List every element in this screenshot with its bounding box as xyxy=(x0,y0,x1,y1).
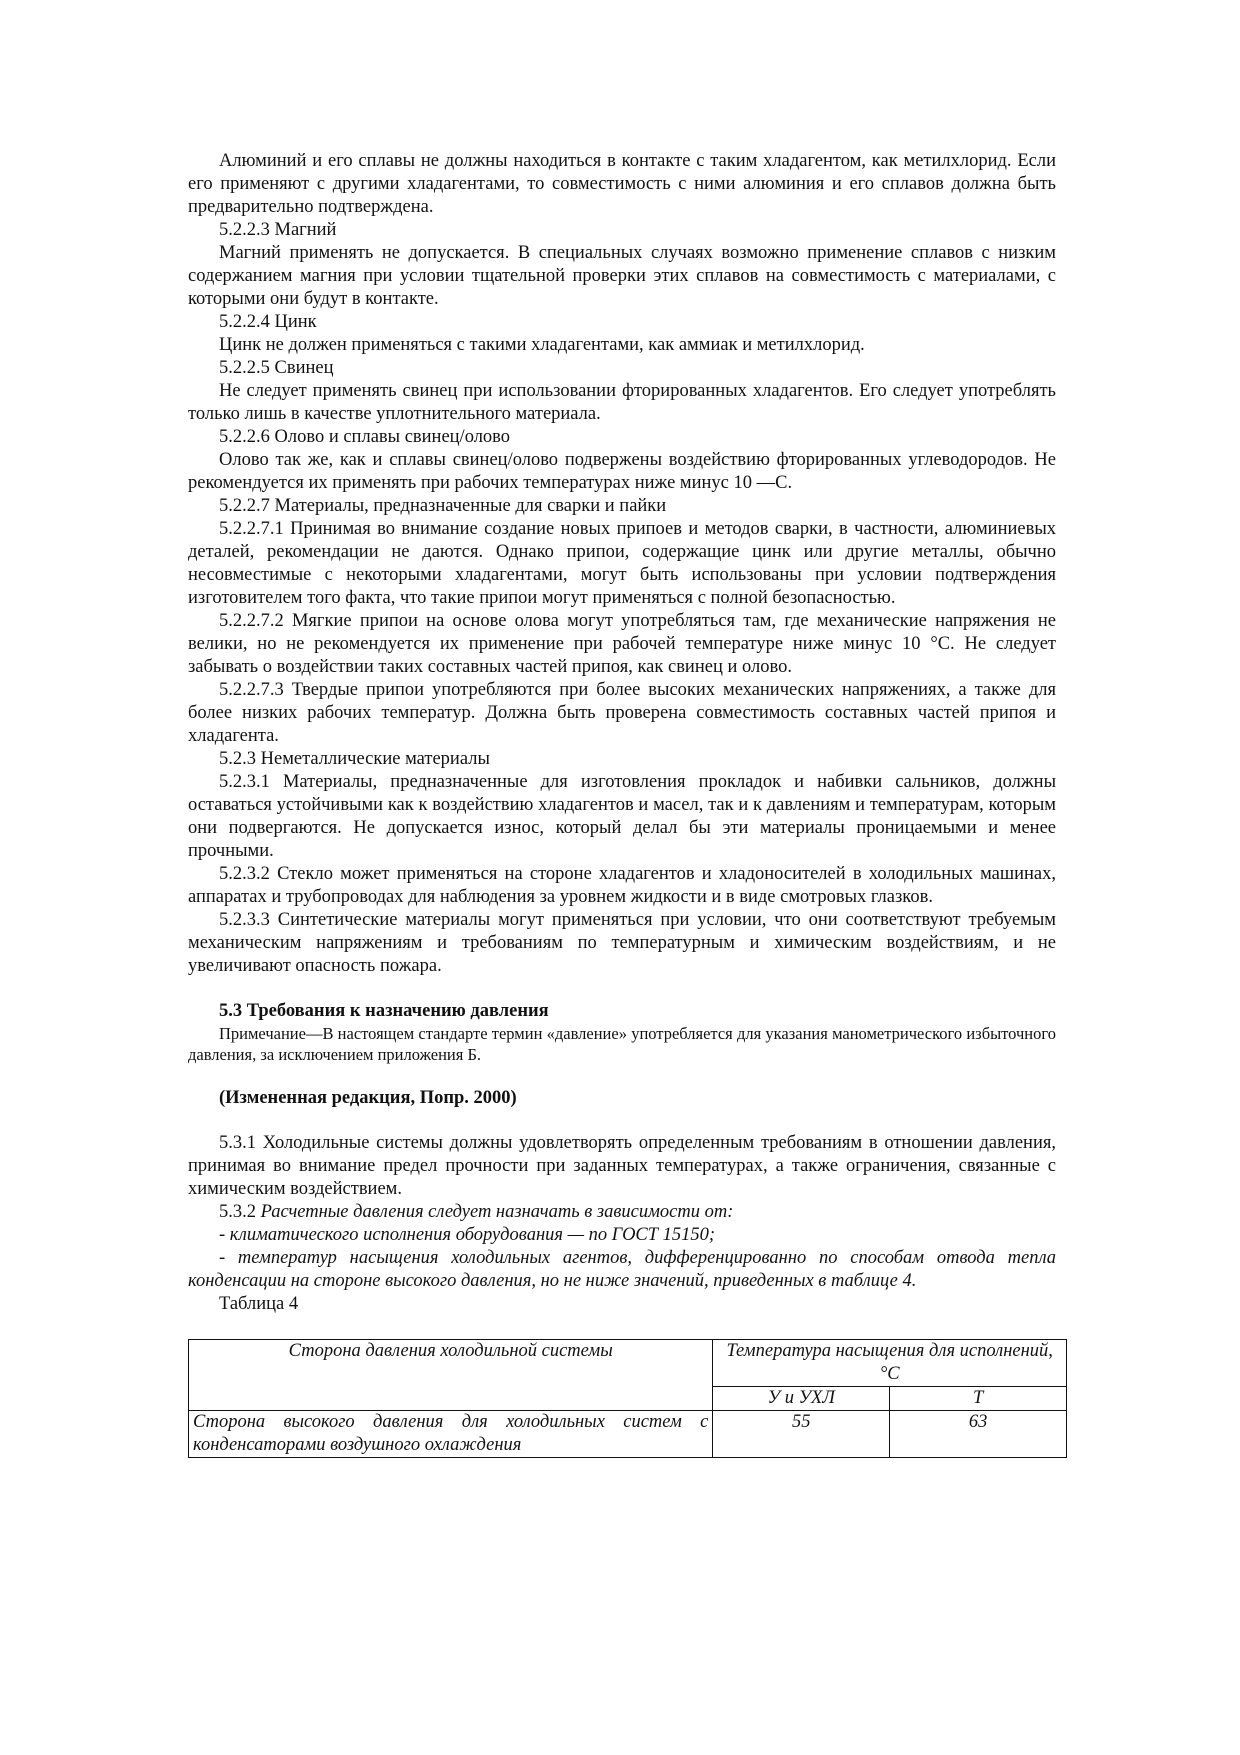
table-subheader-t: Т xyxy=(890,1387,1067,1411)
list-item-saturation: - температур насыщения холодильных агентов, дифференцированно по способам отвода тепла конденсации на стороне высокого давления, но не ниже значений, приведенных в таблице 4. xyxy=(188,1248,1056,1291)
heading-5225: 5.2.2.5 Свинец xyxy=(219,358,334,378)
paragraph-52273: 5.2.2.7.3 Твердые припои употребляются при более высоких механических напряжениях, а также для более низких рабочих температур. Должна быть проверена совместимость составных частей припоя и хладагента. xyxy=(188,680,1056,746)
heading-5224: 5.2.2.4 Цинк xyxy=(219,312,317,332)
document-page xyxy=(188,150,1056,1458)
paragraph-5225: Не следует применять свинец при использовании фторированных хладагентов. Его следует употреблять только лишь в качестве уплотнительного материала. xyxy=(188,381,1056,424)
table-header-side: Сторона давления холодильной системы xyxy=(189,1340,713,1411)
table-cell-u-uhl: 55 xyxy=(713,1411,890,1458)
heading-5223: 5.2.2.3 Магний xyxy=(219,220,337,240)
paragraph-5224: Цинк не должен применяться с такими хладагентами, как аммиак и метилхлорид. xyxy=(219,335,865,355)
table-cell-t: 63 xyxy=(890,1411,1067,1458)
heading-523: 5.2.3 Неметаллические материалы xyxy=(219,749,490,769)
paragraph-5226: Олово так же, как и сплавы свинец/олово подвержены воздействию фторированных углеводородов. Не рекомендуется их применять при рабочих температурах ниже минус 10 —С. xyxy=(188,450,1056,493)
paragraph-532 xyxy=(188,1201,1056,1224)
table-header-temperature: Температура насыщения для исполнений, °С xyxy=(713,1340,1067,1387)
table-row xyxy=(189,1411,1067,1458)
heading-5226: 5.2.2.6 Олово и сплавы свинец/олово xyxy=(219,427,511,447)
note-pressure-term: Примечание—В настоящем стандарте термин «давление» употребляется для указания манометрического избыточного давления, за исключением приложения Б. xyxy=(188,1024,1056,1064)
section-heading-53: 5.3 Требования к назначению давления xyxy=(219,1001,549,1021)
table-row-label: Сторона высокого давления для холодильных систем с конденсаторами воздушного охлаждения xyxy=(189,1411,713,1458)
edit-note: (Измененная редакция, Попр. 2000) xyxy=(219,1088,517,1108)
paragraph-52272: 5.2.2.7.2 Мягкие припои на основе олова могут употребляться там, где механические напряжения не велики, но не рекомендуется их применение при рабочей температуре ниже минус 10 °С. Не следует забывать о воздействии таких составных частей припоя, как свинец и олово. xyxy=(188,611,1056,677)
paragraph-5223: Магний применять не допускается. В специальных случаях возможно применение сплавов с низким содержанием магния при условии тщательной проверки этих сплавов на совместимость с материалами, с которыми они будут в контакте. xyxy=(188,243,1056,309)
paragraph-aluminium: Алюминий и его сплавы не должны находиться в контакте с таким хладагентом, как метилхлорид. Если его применяют с другими хладагентами, то совместимость с ними алюминия и его сплавов должна быть предварительно подтверждена. xyxy=(188,151,1056,217)
list-item-climate: - климатического исполнения оборудования — по ГОСТ 15150; xyxy=(219,1225,716,1245)
heading-5227: 5.2.2.7 Материалы, предназначенные для сварки и пайки xyxy=(219,496,667,516)
paragraph-5232: 5.2.3.2 Стекло может применяться на стороне хладагентов и хладоносителей в холодильных машинах, аппаратах и трубопроводах для наблюдения за уровнем жидкости и в виде смотровых глазков. xyxy=(188,864,1056,907)
paragraph-531: 5.3.1 Холодильные системы должны удовлетворять определенным требованиям в отношении давления, принимая во внимание предел прочности при заданных температурах, а также ограничения, связанные с химическим воздействием. xyxy=(188,1133,1056,1199)
paragraph-5233: 5.2.3.3 Синтетические материалы могут применяться при условии, что они соответствуют требуемым механическим напряжениям и требованиям по температурным и химическим воздействиям, и не увеличивают опасность пожара. xyxy=(188,910,1056,976)
paragraph-532-text: Расчетные давления следует назначать в зависимости от: xyxy=(260,1202,734,1222)
table-subheader-u-uhl: У и УХЛ xyxy=(713,1387,890,1411)
paragraph-532-number: 5.3.2 xyxy=(219,1202,261,1222)
table-4 xyxy=(188,1339,1067,1458)
paragraph-52271: 5.2.2.7.1 Принимая во внимание создание новых припоев и методов сварки, в частности, алюминиевых деталей, рекомендации не даются. Однако припои, содержащие цинк или другие металлы, обычно несовместимые с некоторыми хладагентами, могут быть использованы при условии подтверждения изготовителем того факта, что такие припои могут применяться с полной безопасностью. xyxy=(188,519,1056,608)
paragraph-5231: 5.2.3.1 Материалы, предназначенные для изготовления прокладок и набивки сальников, должны оставаться устойчивыми как к воздействию хладагентов и масел, так и к давлениям и температурам, которым они подвергаются. Не допускается износ, который делал бы эти материалы проницаемыми и менее прочными. xyxy=(188,772,1056,861)
table-caption: Таблица 4 xyxy=(219,1294,299,1314)
